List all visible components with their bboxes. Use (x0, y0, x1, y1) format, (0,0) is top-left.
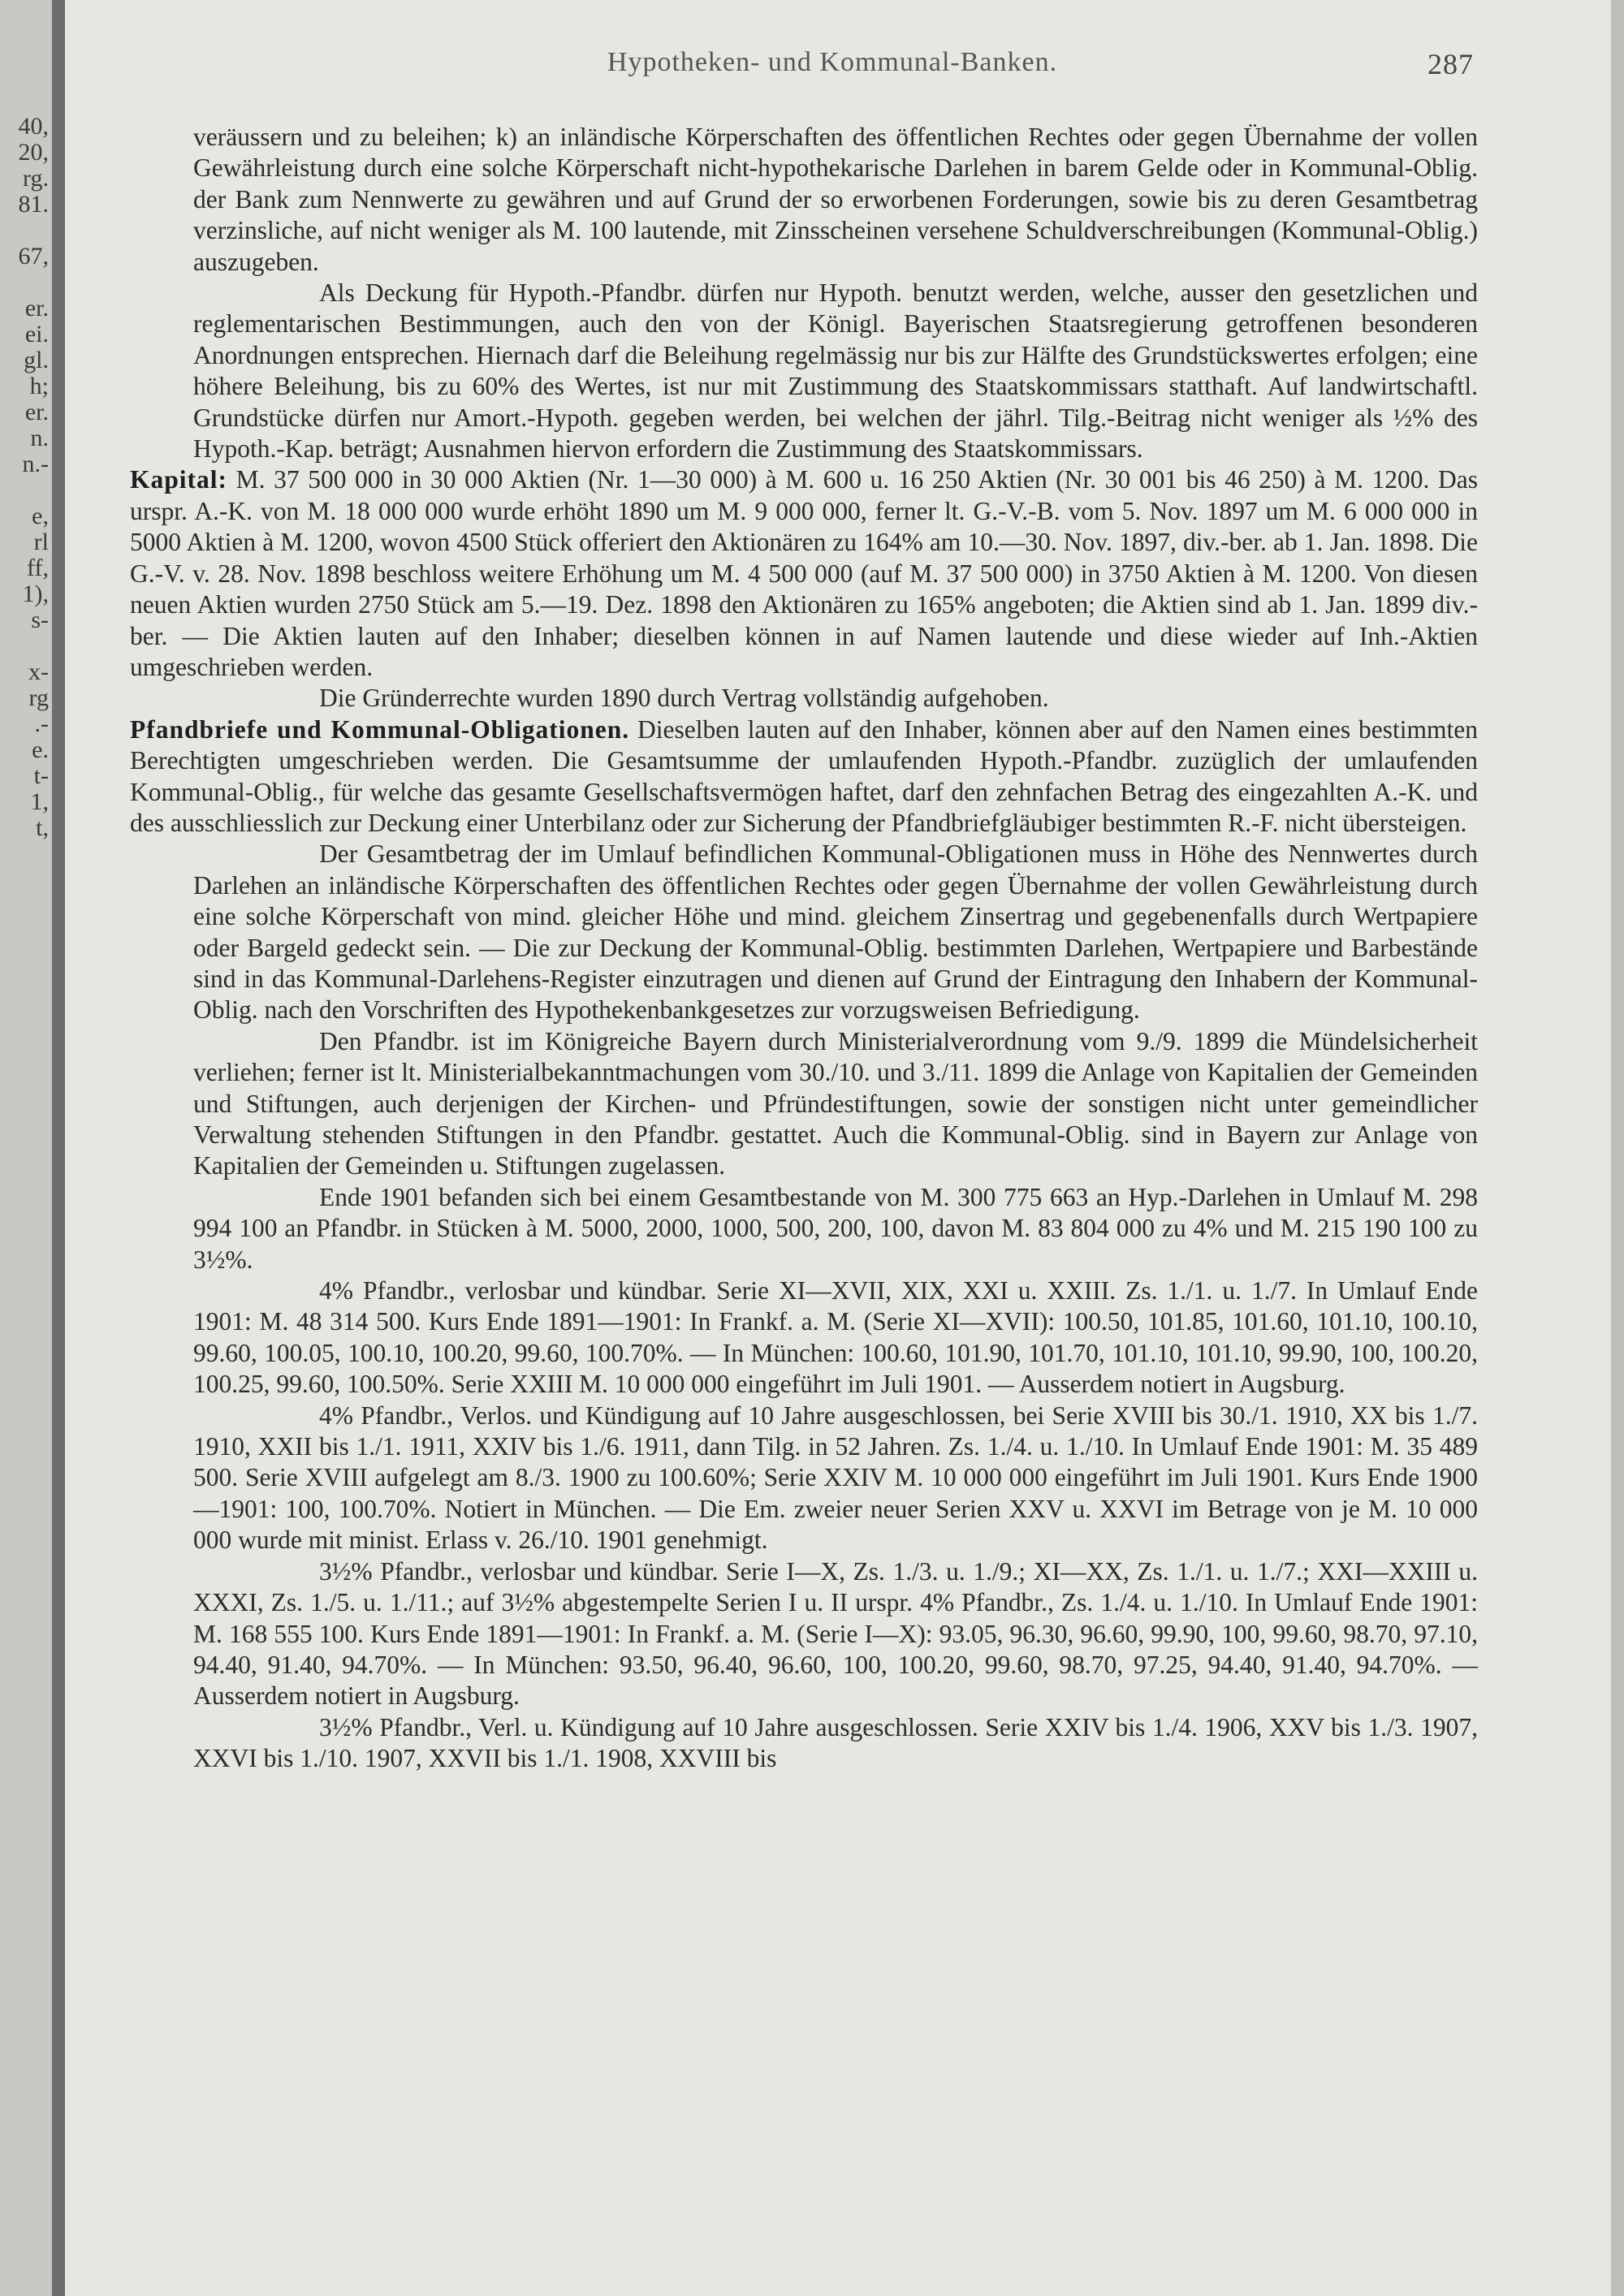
facing-page-fragments (0, 114, 49, 841)
paragraph-text: veräussern und zu beleihen; k) an inländische Körperschaften des öffentlichen Rechtes oder gegen Übernahme der vollen Gewährleistung durch eine solche Körperschaft nicht-hypothekarische Darlehen in barem Gelde oder in Kommunal-Oblig. der Bank zum Nennwerte zu gewähren und auf Grund der so erworbenen Forderungen, sowie bis zu deren Gesamtbetrag verzinsliche, auf nicht weniger als M. 100 lautende, mit Zinsscheinen versehene Schuldverschreibungen (Kommunal-Oblig.) auszugeben. (193, 123, 1478, 276)
paragraph (130, 122, 1478, 278)
gutter-fragment (0, 477, 49, 503)
gutter-fragment: s- (31, 607, 49, 633)
section-heading: Kapital: (130, 465, 228, 494)
paragraph-text: Die Gründerrechte wurden 1890 durch Vertrag vollständig aufgehoben. (319, 684, 1049, 713)
gutter-fragment: e, (32, 503, 49, 529)
gutter-fragment (0, 633, 49, 659)
gutter-fragment: er. (24, 296, 49, 322)
paragraph (130, 278, 1478, 464)
gutter-fragment: rg (28, 685, 49, 711)
gutter-fragment: rg. (23, 166, 49, 192)
paragraph-text: 3½% Pfandbr., Verl. u. Kündigung auf 10 Jahre ausgeschlossen. Serie XXIV bis 1./4. 1906, XXV bis 1./3. 1907, XXVI bis 1./10. 1907, XXVII bis 1./1. 1908, XXVIII bis (193, 1712, 1478, 1773)
gutter-fragment: n.- (22, 451, 49, 477)
gutter-fragment: h; (29, 373, 49, 399)
paragraph-text: 3½% Pfandbr., verlosbar und kündbar. Serie I—X, Zs. 1./3. u. 1./9.; XI—XX, Zs. 1./1. u. 1./7.; XXI—XXIII u. XXXI, Zs. 1./5. u. 1./11.; auf 3½% abgestempelte Serien I u. II urspr. 4% Pfandbr., Zs. 1./4. u. 1./10. In Umlauf Ende 1901: M. 168 555 100. Kurs Ende 1891—1901: In Frankf. a. M. (Serie I—X): 93.05, 96.30, 96.60, 99.90, 100, 99.60, 98.70, 97.10, 94.40, 91.40, 94.70%. — In München: 93.50, 96.40, 96.60, 100, 100.20, 99.60, 98.70, 97.25, 94.40, 91.40, 94.70%. — Ausserdem notiert in Augsburg. (193, 1556, 1478, 1711)
gutter-fragment: 67, (18, 244, 49, 270)
paragraph (130, 683, 1478, 714)
gutter-fragment: t- (33, 763, 49, 789)
running-header (191, 47, 1474, 83)
running-head-title: Hypotheken- und Kommunal-Banken. (607, 47, 1058, 77)
page-body (130, 122, 1478, 1775)
gutter-fragment: 1, (30, 789, 49, 815)
paragraph (130, 1712, 1478, 1775)
paragraph-text: Dieselben lauten auf den Inhaber, können aber auf den Namen eines bestimmten Berechtigten umgeschrieben werden. Die Gesamtsumme der umlaufenden Hypoth.-Pfandbr. zuzüglich der umlaufenden Kommunal-Oblig., für welche das gesamte Gesellschaftsvermögen haftet, darf den zehnfachen Betrag des eingezahlten A.-K. und des ausschliesslich zur Deckung einer Unterbilanz oder zur Sicherung der Pfandbriefgläubiger bestimmten R.-F. nicht übersteigen. (130, 714, 1478, 837)
gutter-fragment: .- (34, 711, 49, 737)
page-sheet (65, 0, 1611, 2296)
gutter-fragment (0, 270, 49, 296)
gutter-fragment: ff, (27, 555, 49, 581)
gutter-fragment: n. (30, 425, 49, 451)
section-pfandbriefe (130, 714, 1478, 839)
gutter-fragment: 81. (18, 192, 49, 218)
gutter-fragment: 1), (22, 581, 49, 607)
page-spine (52, 0, 65, 2296)
gutter-fragment: x- (28, 659, 49, 685)
section-kapital (130, 464, 1478, 683)
paragraph-text: 4% Pfandbr., verlosbar und kündbar. Serie XI—XVII, XIX, XXI u. XXIII. Zs. 1./1. u. 1./7. In Umlauf Ende 1901: M. 48 314 500. Kurs Ende 1891—1901: In Frankf. a. M. (Serie XI—XVII): 100.50, 101.85, 101.60, 101.10, 100.10, 99.60, 100.05, 100.10, 100.20, 99.60, 100.70%. — In München: 100.60, 101.90, 101.70, 101.10, 101.10, 99.90, 100, 100.20, 100.25, 99.60, 100.50%. Serie XXIII M. 10 000 000 eingeführt im Juli 1901. — Ausserdem notiert in Augsburg. (193, 1276, 1478, 1399)
page-number: 287 (1427, 48, 1474, 80)
paragraph-text: Als Deckung für Hypoth.-Pfandbr. dürfen nur Hypoth. benutzt werden, welche, ausser den gesetzlichen und reglementarischen Bestimmungen, auch den von der Königl. Bayerischen Staatsregierung getroffenen besonderen Anordnungen entsprechen. Hiernach darf die Beleihung regelmässig nur bis zur Hälfte des Grundstückswertes erfolgen; eine höhere Beleihung, bis zu 60% des Wertes, ist nur mit Zustimmung des Staatskommissars statthaft. Auf landwirtschaftl. Grundstücke dürfen nur Amort.-Hypoth. gegeben werden, bei welchen der jährl. Tilg.-Beitrag nicht weniger als ½% des Hypoth.-Kap. beträgt; Ausnahmen hiervon erfordern die Zustimmung des Staatskommissars. (193, 278, 1478, 464)
paragraph (130, 1400, 1478, 1556)
paragraph (130, 839, 1478, 1025)
gutter-fragment: ei. (24, 322, 49, 347)
paragraph (130, 1556, 1478, 1712)
gutter-fragment: 20, (18, 140, 49, 166)
gutter-fragment (0, 218, 49, 244)
gutter-fragment: rl (33, 529, 49, 555)
paragraph-text: Den Pfandbr. ist im Königreiche Bayern durch Ministerialverordnung vom 9./9. 1899 die Mündelsicherheit verliehen; ferner ist lt. Ministerialbekanntmachungen vom 30./10. und 3./11. 1899 die Anlage von Kapitalien der Gemeinden und Stiftungen, auch derjenigen der Kirchen- und Pfründestiftungen, sowie der sonstigen nicht unter gemeindlicher Verwaltung stehenden Stiftungen in den Pfandbr. gestattet. Auch die Kommunal-Oblig. sind in Bayern zur Anlage von Kapitalien der Gemeinden u. Stiftungen zugelassen. (193, 1026, 1478, 1180)
paragraph (130, 1182, 1478, 1275)
gutter-fragment: er. (24, 399, 49, 425)
gutter-fragment: gl. (24, 347, 49, 373)
gutter-fragment: 40, (18, 114, 49, 140)
page-right-edge (1611, 0, 1624, 2296)
left-gutter (0, 0, 52, 2296)
section-heading: Pfandbriefe und Kommunal-Obligationen. (130, 714, 630, 744)
paragraph (130, 1275, 1478, 1400)
gutter-fragment: e. (32, 737, 49, 763)
paragraph-text: M. 37 500 000 in 30 000 Aktien (Nr. 1—30 000) à M. 600 u. 16 250 Aktien (Nr. 30 001 bis 46 250) à M. 1200. Das urspr. A.-K. von M. 18 000 000 wurde erhöht 1890 um M. 9 000 000, ferner lt. G.-V.-B. vom 5. Nov. 1897 um M. 6 000 000 in 5000 Aktien à M. 1200, wovon 4500 Stück offeriert den Aktionären zu 164% am 10.—30. Nov. 1897, div.-ber. ab 1. Jan. 1898. Die G.-V. v. 28. Nov. 1898 beschloss weitere Erhöhung um M. 4 500 000 (auf M. 37 500 000) in 3750 Aktien à M. 1200. Von diesen neuen Aktien wurden 2750 Stück am 5.—19. Dez. 1898 den Aktionären zu 165% angeboten; die Aktien sind ab 1. Jan. 1899 div.-ber. — Die Aktien lauten auf den Inhaber; dieselben können in auf Namen lautende und diese wieder auf Inh.-Aktien umgeschrieben werden. (130, 465, 1479, 681)
paragraph-text: Der Gesamtbetrag der im Umlauf befindlichen Kommunal-Obligationen muss in Höhe des Nennwertes durch Darlehen an inländische Körperschaften des öffentlichen Rechtes oder gegen Übernahme der vollen Gewährleistung durch eine solche Körperschaft von mind. gleicher Höhe und mind. gleichem Zinsertrag und gegebenenfalls durch Wertpapiere oder Bargeld gedeckt sein. — Die zur Deckung der Kommunal-Oblig. bestimmten Darlehen, Wertpapiere und Barbestände sind in das Kommunal-Darlehens-Register einzutragen und dienen auf Grund der Eintragung den Inhabern der Kommunal-Oblig. nach den Vorschriften des Hypothekenbankgesetzes zur vorzugsweisen Befriedigung. (193, 839, 1478, 1025)
paragraph-text: 4% Pfandbr., Verlos. und Kündigung auf 10 Jahre ausgeschlossen, bei Serie XVIII bis 30./1. 1910, XX bis 1./7. 1910, XXII bis 1./1. 1911, XXIV bis 1./6. 1911, dann Tilg. in 52 Jahren. Zs. 1./4. u. 1./10. In Umlauf Ende 1901: M. 35 489 500. Serie XVIII aufgelegt am 8./3. 1900 zu 100.60%; Serie XXIV M. 10 000 000 eingeführt im Juli 1901. Kurs Ende 1900—1901: 100, 100.70%. Notiert in München. — Die Em. zweier neuer Serien XXV u. XXVI im Betrage von je M. 10 000 000 wurde mit minist. Erlass v. 26./10. 1901 genehmigt. (193, 1400, 1478, 1555)
paragraph (130, 1026, 1478, 1182)
paragraph-text: Ende 1901 befanden sich bei einem Gesamtbestande von M. 300 775 663 an Hyp.-Darlehen in Umlauf M. 298 994 100 an Pfandbr. in Stücken à M. 5000, 2000, 1000, 500, 200, 100, davon M. 83 804 000 zu 4% und M. 215 190 100 zu 3½%. (193, 1182, 1478, 1274)
gutter-fragment: t, (36, 815, 49, 841)
